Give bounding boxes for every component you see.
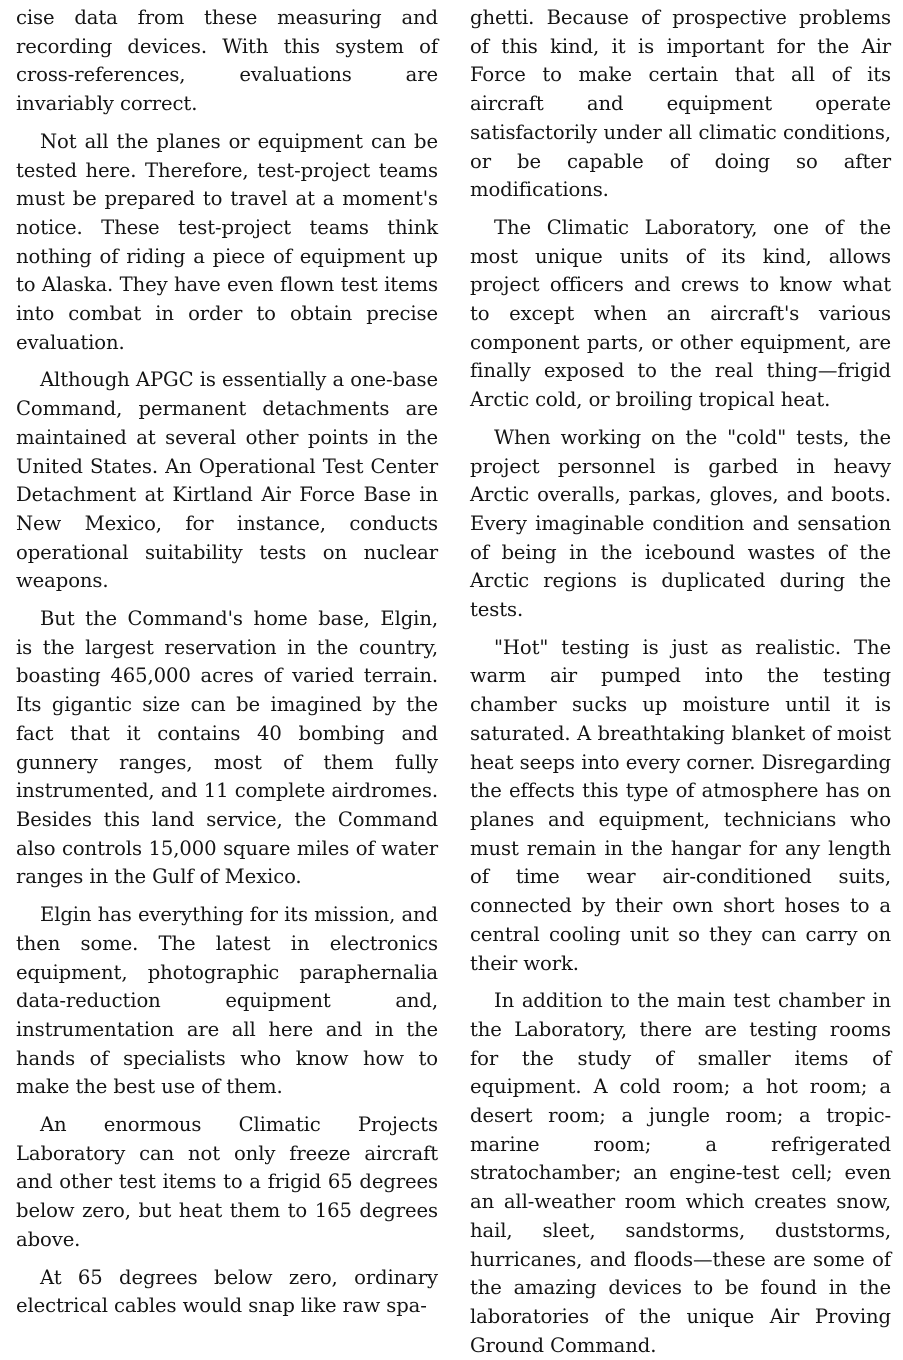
paragraph: "Hot" testing is just as realistic. The warm air pumped into the testing chamber sucks up moisture until it is saturated. A breathtaking blanket of moist heat seeps into every corner. Disregarding the effects this type of atmosphere has on planes and equipment, technicians who must remain in the hangar for any length of time wear air-conditioned suits, connected by their own short hoses to a central cooling unit so they can carry on their work. [470, 635, 891, 975]
paragraph: Although APGC is essentially a one-base Command, permanent detachments are maintained at several other points in the United States. An Operational Test Center Detachment at Kirtland Air Force Base in New Mexico, for instance, conducts operational suitability tests on nuclear weapons. [16, 368, 438, 593]
paragraph: The Climatic Laboratory, one of the most unique units of its kind, allows project officers and crews to know what to except when an aircraft's various component parts, or other equipment, are finally exposed to the real thing—frigid Arctic cold, or broiling tropical heat. [470, 215, 891, 412]
paragraph: When working on the "cold" tests, the project personnel is garbed in heavy Arctic overalls, parkas, gloves, and boots. Every imaginable condition and sensation of being in the icebound wastes of the Arctic regions is duplicated during the tests. [470, 425, 891, 622]
paragraph: An enormous Climatic Projects Laboratory can not only freeze aircraft and other test items to a frigid 65 degrees below zero, but heat them to 165 degrees above. [16, 1113, 438, 1251]
paragraph: But the Command's home base, Elgin, is the largest reservation in the country, boasting 465,000 acres of varied terrain. Its gigantic size can be imagined by the fact that it contains 40 bombing and gunnery ranges, most of them fully instrumented, and 11 complete airdromes. Besides this land service, the Command also controls 15,000 square miles of water ranges in the Gulf of Mexico. [16, 607, 438, 889]
right-column [470, 4, 891, 1360]
paragraph: Not all the planes or equipment can be tested here. Therefore, test-project teams must be prepared to travel at a moment's notice. These test-project teams think nothing of riding a piece of equipment up to Alaska. They have even flown test items into combat in order to obtain precise evaluation. [16, 129, 438, 354]
paragraph: ghetti. Because of prospective problems of this kind, it is important for the Air Force to make certain that all of its aircraft and equipment operate satisfactorily under all climatic conditions, or be capable of doing so after modifications. [470, 6, 891, 202]
left-column [16, 4, 438, 1321]
paragraph: Elgin has everything for its mission, and then some. The latest in electronics equipment, photographic paraphernalia data-reduction equipment and, instrumentation are all here and in the hands of specialists who know how to make the best use of them. [16, 903, 438, 1099]
paragraph: cise data from these measuring and recording devices. With this system of cross-references, evaluations are invariably correct. [16, 6, 438, 116]
paragraph: In addition to the main test chamber in the Laboratory, there are testing rooms for the study of smaller items of equipment. A cold room; a hot room; a desert room; a jungle room; a tropic-marine room; a refrigerated stratochamber; an engine-test cell; even an all-weather room which creates snow, hail, sleet, sandstorms, duststorms, hurricanes, and floods—these are some of the amazing devices to be found in the laboratories of the unique Air Proving Ground Command. [470, 989, 891, 1357]
paragraph: At 65 degrees below zero, ordinary electrical cables would snap like raw spa- [16, 1265, 438, 1318]
